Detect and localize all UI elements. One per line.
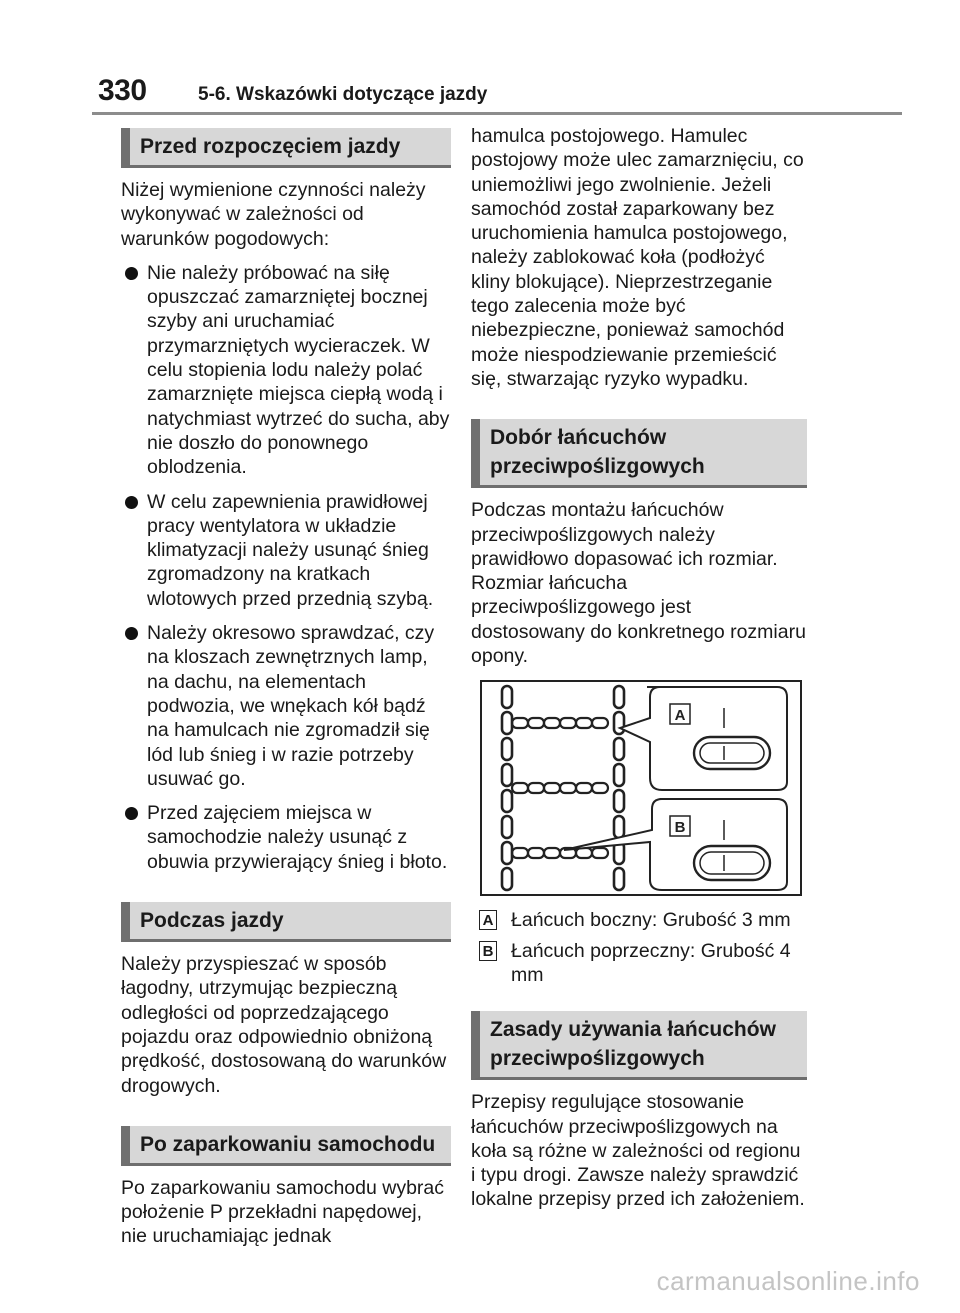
- before-driving-intro: Niżej wymienione czynności należy wykonywać w zależności od warunków pogodowych:: [121, 179, 426, 250]
- snow-chain-illustration: [482, 682, 800, 894]
- section-heading-chains: Dobór łańcuchów przeciwpoślizgowych: [471, 419, 807, 488]
- legend-key-a: A: [479, 910, 497, 930]
- list-item: Przed zajęciem miejsca w samochodzie należy usunąć z obuwia przywierający śnieg i błoto.: [121, 801, 451, 874]
- bullet-icon: [125, 496, 138, 509]
- after-parking-text: Po zaparkowaniu samochodu wybrać położenie P przekładni napędowej, nie uruchamiając jednak: [121, 1176, 445, 1248]
- svg-text:A: A: [674, 707, 686, 725]
- section-heading-while-driving: Podczas jazdy: [121, 902, 451, 942]
- before-driving-list: [121, 261, 451, 874]
- list-item: W celu zapewnienia prawidłowej pracy wentylatora w układzie klimatyzacji należy usunąć śnieg zgromadzony na kratkach wlotowych przed przednią szybą.: [121, 490, 451, 611]
- header-rule: [92, 112, 902, 115]
- left-column: [121, 124, 451, 1259]
- legend-item-b: [471, 939, 807, 988]
- side-chain-left-icon: [502, 686, 512, 890]
- callout-b-icon: [564, 799, 787, 890]
- bullet-icon: [125, 807, 138, 820]
- bullet-icon: [125, 267, 138, 280]
- chains-text-1: Podczas montażu łańcuchów przeciwpoślizgowych należy prawidłowo dopasować ich rozmiar.: [471, 499, 778, 570]
- svg-text:B: B: [674, 819, 686, 837]
- section-reference: 5-6. Wskazówki dotyczące jazdy: [198, 84, 488, 105]
- callout-a-icon: [620, 687, 787, 790]
- watermark: carmanualsonline.info: [656, 1266, 920, 1296]
- right-column: [471, 124, 807, 1222]
- page-header: [0, 0, 960, 116]
- chains-text-2: Rozmiar łańcucha przeciwpoślizgowego jest dostosowany do konkretnego rozmiaru opony.: [471, 572, 806, 668]
- list-item: Nie należy próbować na siłę opuszczać zamarzniętej bocznej szyby ani uruchamiać przymarzniętych wycieraczek. W celu stopienia lodu należy polać zamarznięte miejsca ciepłą wodą i natychmiast wytrzeć do sucha, aby nie doszło do ponownego oblodzenia.: [121, 261, 451, 480]
- section-heading-after-parking: Po zaparkowaniu samochodu: [121, 1126, 451, 1166]
- page-number: 330: [98, 74, 147, 107]
- chain-rules-text: Przepisy regulujące stosowanie łańcuchów przeciwpoślizgowych na koła są różne w zależności od regionu i typu drogi. Zawsze należy sprawdzić lokalne przepisy przed ich założeniem.: [471, 1091, 805, 1211]
- legend-text-b: Łańcuch poprzeczny: Grubość 4 mm: [511, 939, 791, 986]
- section-heading-chain-rules: Zasady używania łańcuchów przeciwpoślizgowych: [471, 1011, 807, 1080]
- legend-key-b: B: [479, 941, 497, 961]
- while-driving-text: Należy przyspieszać w sposób łagodny, utrzymując bezpieczną odległości od poprzedzającego pojazdu oraz odpowiednio obniżoną prędkość, dostosowaną do warunków drogowych.: [121, 953, 447, 1097]
- cross-chain-icon: [512, 718, 608, 858]
- section-heading-before-driving: Przed rozpoczęciem jazdy: [121, 128, 451, 168]
- side-chain-right-icon: [614, 686, 624, 890]
- legend-text-a: Łańcuch boczny: Grubość 3 mm: [511, 909, 791, 932]
- snow-chain-figure: [480, 680, 802, 896]
- list-item: Należy okresowo sprawdzać, czy na kloszach zewnętrznych lamp, na dachu, na elementach podwozia, we wnękach kół bądź na hamulcach nie zgromadził się lód lub śnieg i w razie potrzeby usuwać go.: [121, 621, 451, 791]
- parking-continued-text: hamulca postojowego. Hamulec postojowy może ulec zamarznięciu, co uniemożliwi jego zwolnienie. Jeżeli samochód został zaparkowany bez uruchomienia hamulca postojowego, należy zablokować koła (podłożyć kliny blokujące). Nieprzestrzeganie tego zalecenia może być niebezpieczne, ponieważ samochód może niespodziewanie przemieścić się, stwarzając ryzyko wypadku.: [471, 125, 804, 390]
- legend-item-a: [471, 908, 807, 932]
- bullet-icon: [125, 627, 138, 640]
